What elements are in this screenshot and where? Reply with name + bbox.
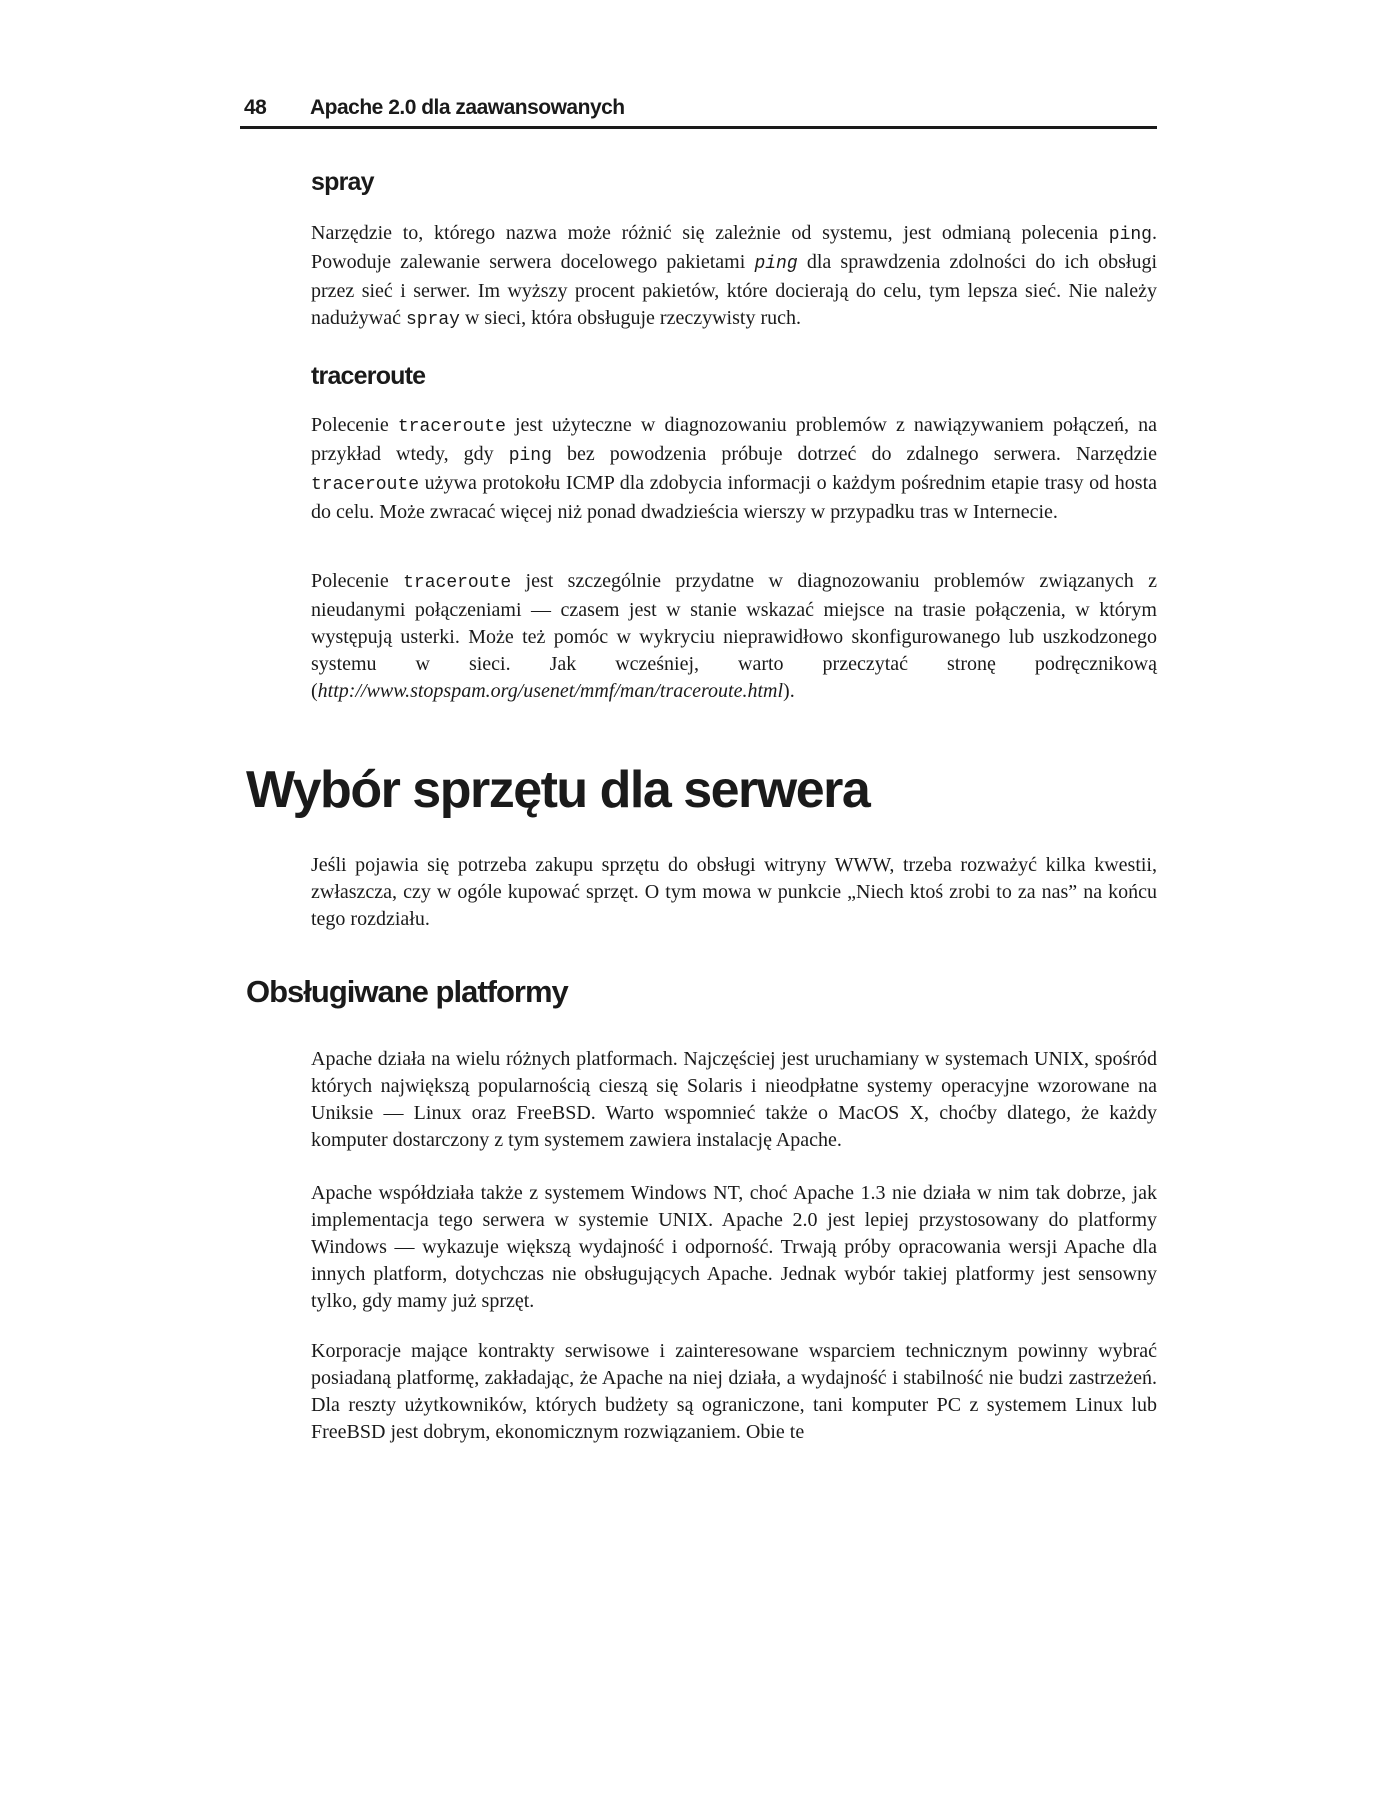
subheading-traceroute: traceroute xyxy=(311,362,426,390)
code-ping-italic: ping xyxy=(754,254,798,274)
code-ping: ping xyxy=(508,446,552,466)
manual-url: http://www.stopspam.org/usenet/mmf/man/traceroute.html xyxy=(317,680,784,702)
paragraph-platforms-1: Apache działa na wielu różnych platformach. Najczęściej jest uruchamiany w systemach UNIX, spośród których największą popularnością cieszą się Solaris i nieodpłatne systemy operacyjne wzorowane na Uniksie — Linux oraz FreeBSD. Warto wspomnieć także o MacOS X, choćby dlatego, że każdy komputer dostarczony z tym systemem zawiera instalację Apache. xyxy=(311,1048,1157,1151)
code-traceroute: traceroute xyxy=(403,573,512,593)
paragraph-platforms-3: Korporacje mające kontrakty serwisowe i zainteresowane wsparciem technicznym powinny wybrać posiadaną platformę, zakładając, że Apache na niej działa, a wydajność i stabilność nie budzi zastrzeżeń. Dla reszty użytkowników, których budżety są ograniczone, tani komputer PC z systemem Linux lub FreeBSD jest dobrym, ekonomicznym rozwiązaniem. Obie te xyxy=(311,1340,1157,1443)
code-traceroute: traceroute xyxy=(311,475,420,495)
subheading-spray: spray xyxy=(311,168,374,196)
paragraph-platforms-2: Apache współdziała także z systemem Windows NT, choć Apache 1.3 nie działa w nim tak dobrze, jak implementacja tego serwera w systemie UNIX. Apache 2.0 jest lepiej przystosowany do platformy Windows — wykazuje większą wydajność i odporność. Trwają próby opracowania wersji Apache dla innych platform, dotychczas nie obsługujących Apache. Jednak wybór takiej platformy jest sensowny tylko, gdy mamy już sprzęt. xyxy=(311,1182,1157,1312)
code-spray: spray xyxy=(405,310,460,330)
code-traceroute: traceroute xyxy=(397,417,506,437)
paragraph-traceroute-2: Polecenie traceroute jest szczególnie przydatne w diagnozowaniu problemów związanych z nieudanymi połączeniami — czasem jest w stanie wskazać miejsce na trasie połączenia, w którym występują usterki. Może też pomóc w wykryciu nieprawidłowo skonfigurowanego lub uszkodzonego systemu w sieci. Jak wcześniej, warto przeczytać stronę podręcznikową (http://www.stopspam.org/usenet/mmf/man/traceroute.html). xyxy=(311,570,1158,702)
running-header xyxy=(240,92,1157,129)
paragraph-traceroute-1: Polecenie traceroute jest użyteczne w diagnozowaniu problemów z nawiązywaniem połączeń, na przykład wtedy, gdy ping bez powodzenia próbuje dotrzeć do zdalnego serwera. Narzędzie traceroute używa protokołu ICMP dla zdobycia informacji o każdym pośrednim etapie trasy od hosta do celu. Może zwracać więcej niż ponad dwadzieścia wierszy w przypadku tras w Internecie. xyxy=(311,414,1158,523)
section-heading-platforms: Obsługiwane platformy xyxy=(246,974,568,1009)
page-number: 48 xyxy=(244,96,267,119)
paragraph-chapter-intro: Jeśli pojawia się potrzeba zakupu sprzętu do obsługi witryny WWW, trzeba rozważyć kilka kwestii, zwłaszcza, czy w ogóle kupować sprzęt. O tym mowa w punkcie „Niech ktoś zrobi to za nas” na końcu tego rozdziału. xyxy=(311,854,1157,930)
book-title: Apache 2.0 dla zaawansowanych xyxy=(310,96,625,119)
chapter-heading: Wybór sprzętu dla serwera xyxy=(246,761,870,819)
paragraph-spray: Narzędzie to, którego nazwa może różnić się zależnie od systemu, jest odmianą polecenia ping. Powoduje zalewanie serwera docelowego pakietami ping dla sprawdzenia zdolności do ich obsługi przez sieć i serwer. Im wyższy procent pakietów, które docierają do celu, tym lepsza sieć. Nie należy nadużywać spray w sieci, która obsługuje rzeczywisty ruch. xyxy=(311,222,1158,330)
code-ping: ping xyxy=(1108,225,1152,245)
